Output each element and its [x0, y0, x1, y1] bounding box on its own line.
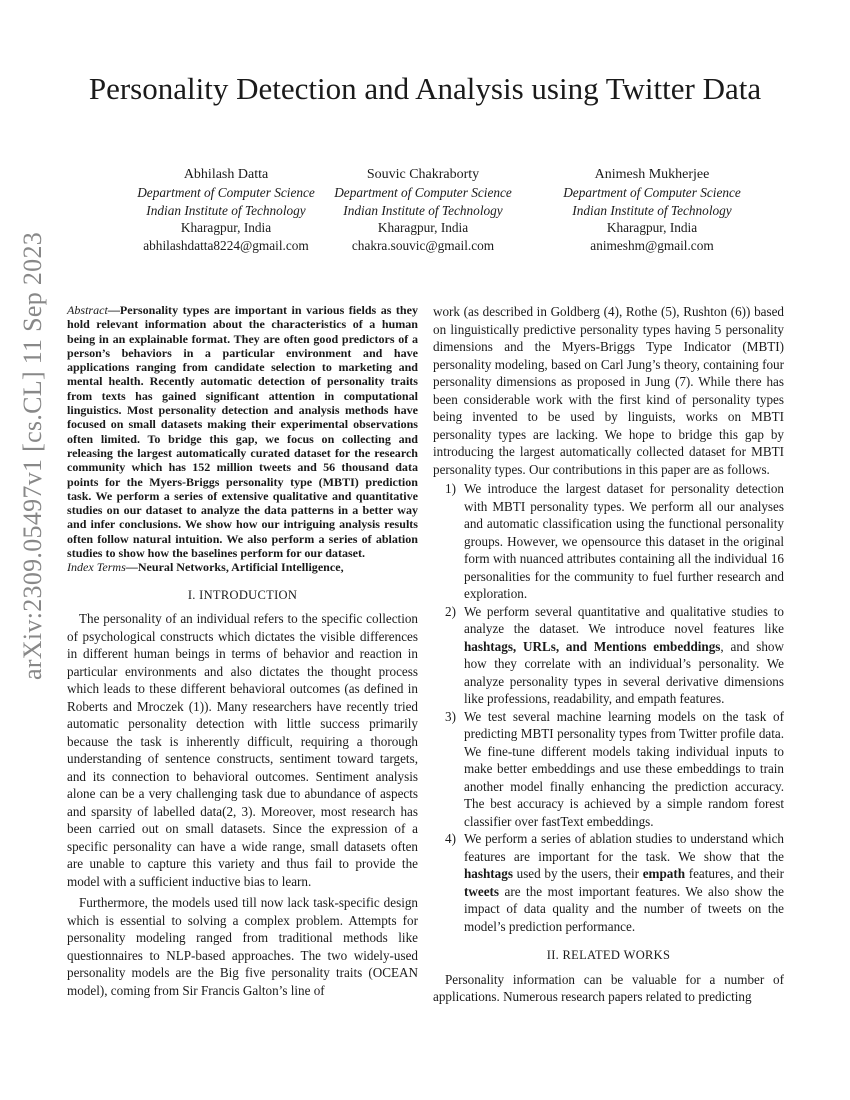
related-paragraph: Personality information can be valuable for a number of applications. Numerous research papers related to predicting — [433, 971, 784, 1004]
abstract-label: Abstract — [67, 303, 108, 317]
list-text: features, and their — [685, 866, 784, 881]
author-name: Abhilash Datta — [183, 167, 269, 182]
list-text: , and show how they correlate with an individual’s personality. We analyze personality types in several derivative dimensions like professions, readability, and empath features. — [464, 638, 784, 706]
section-title-part: ELATED — [571, 948, 624, 962]
abstract — [67, 303, 418, 560]
index-terms — [67, 560, 418, 574]
author-location: Kharagpur, India — [606, 220, 698, 236]
author-location: Kharagpur, India — [180, 220, 272, 236]
section-number: I. — [187, 587, 196, 602]
section-title-initial: W — [623, 948, 636, 962]
list-text: We perform several quantitative and qualitative studies to analyze the dataset. We introduce novel features like — [464, 603, 784, 636]
list-item — [433, 830, 784, 935]
author-location: Kharagpur, India — [377, 220, 469, 236]
author-email: chakra.souvic@gmail.com — [351, 237, 495, 253]
section-number: II. — [546, 948, 560, 962]
section-title-rest: NTRODUCTION — [203, 587, 298, 602]
author-institution: Indian Institute of Technology — [146, 202, 306, 218]
section-title-initial: R — [562, 948, 572, 962]
author-institution: Indian Institute of Technology — [343, 202, 503, 218]
abstract-text: —Personality types are important in various fields as they hold relevant information about the characteristics of a human being in an explainable format. They are often good predictors of a person’s behaviors in a particular environment and have applications ranging from candidate selection to marketing and mental health. Recently automatic detection of personality traits from texts has gained significant attention in computational linguistics. Most personality detection and analysis methods have focused on small datasets making their experimental observations often limited. To bridge this gap, we focus on collecting and releasing the largest automatically curated dataset for the research community which has 152 million tweets and 56 thousand data points for the Myers-Briggs personality type (MBTI) prediction task. We perform a series of extensive qualitative and quantitative studies on our dataset to analyze the data patterns in a better way and infer conclusions. We show how our intriguing analysis results often follow natural intuition. We also perform a series of ablation studies to show how the baselines perform for our dataset. — [67, 303, 418, 561]
list-item — [433, 603, 784, 708]
list-number: 4) — [445, 831, 456, 846]
section-heading-introduction — [67, 587, 418, 605]
contributions-list — [433, 480, 784, 935]
list-item — [433, 480, 784, 603]
intro-paragraph: The personality of an individual refers to the specific collection of psychological constructs which dictates the visible differences in different human beings in terms of behavior and reaction in particular environments and also dictates the thought process which leads to these different behavioral outcomes (as defined in Roberts and Mroczek (1)). Many researchers have recently tried automatic personality detection with little success primarily because the task is inherently difficult, requiring a thorough understanding of sentence constructs, sentiment toward targets, and its connection to behavioral outcomes. Sentiment analysis alone can be a very challenging task due to abundance of aspects and sparsity of labelled data(2, 3). Moreover, most research has been carried out on small datasets. Since the expression of a specific personality can have a wide range, small datasets often are unable to capture this variety and thus fail to provide the model with a sufficient inductive bias to learn. — [67, 611, 418, 889]
intro-paragraph-continued: work (as described in Goldberg (4), Rothe (5), Rushton (6)) based on linguistically predictive personality types having 5 personality dimensions and the Myers-Briggs Type Indicator (MBTI) personality modeling, based on Carl Jung’s theory, containing four personality dimensions as proposed in Jung (7). While there has been considerable work with the first kind of personality types being invented to be used by linguists, works on MBTI personality types are lacking. We hope to bridge this gap by introducing the largest automatically collected dataset for MBTI personality types. Our contributions in this paper are as follows. — [433, 304, 784, 477]
section-title-initial: I — [199, 587, 204, 602]
list-text: are the most important features. We also show the impact of data quality and the number of tweets on the model’s prediction performance. — [464, 883, 784, 934]
list-text: We test several machine learning models on the task of predicting MBTI personality types from Twitter profile data. We fine-tune different models taking individual inputs to make better embeddings and use these embeddings to train another model finally enhancing the prediction accuracy. The best accuracy is achieved by a simple random forest classifier over fastText embeddings. — [464, 708, 784, 829]
author-block — [532, 166, 772, 254]
author-department: Department of Computer Science — [563, 185, 741, 201]
right-column — [433, 303, 784, 1006]
paper-title: Personality Detection and Analysis using Twitter Data — [88, 71, 762, 106]
list-number: 2) — [445, 603, 456, 619]
list-bold-text: tweets — [464, 883, 500, 899]
author-name: Animesh Mukherjee — [594, 167, 710, 182]
list-text: We perform a series of ablation studies to understand which features are important for the task. We show that the — [464, 831, 784, 864]
intro-paragraph: Furthermore, the models used till now lack task-specific design which is essential to solving a complex problem. Attempts for personality modeling ranged from traditional methods like questionnaires to NLP-based approaches. The two widely-used personality models are the Big five personality traits (OCEAN model), coming from Sir Francis Galton’s line of — [67, 895, 418, 998]
index-terms-label: Index Terms — [67, 560, 126, 575]
list-bold-text: empath — [642, 866, 686, 881]
section-heading-related-works — [433, 947, 784, 965]
author-email: animeshm@gmail.com — [590, 237, 714, 253]
author-department: Department of Computer Science — [334, 185, 512, 201]
list-text: We introduce the largest dataset for personality detection with MBTI personality types. We perform all our analyses and automatic classification using the functional personality groups. However, we opensource this dataset in the original form with nuanced attributes containing all the individual 16 personalities for the community to fuel further research and exploration. — [464, 481, 784, 601]
author-institution: Indian Institute of Technology — [572, 202, 732, 218]
list-item — [433, 708, 784, 831]
author-department: Department of Computer Science — [137, 185, 315, 201]
left-column — [67, 303, 418, 999]
arxiv-identifier[interactable]: arXiv:2309.05497v1 [cs.CL] 11 Sep 2023 — [18, 231, 47, 680]
list-number: 3) — [445, 708, 456, 724]
author-block — [303, 166, 543, 254]
section-title-rest: ORKS — [635, 948, 671, 962]
list-bold-text: hashtags — [464, 866, 513, 881]
list-bold-text: hashtags, URLs, and Mentions embeddings — [464, 638, 721, 654]
index-terms-text: —Neural Networks, Artificial Intelligence, — [125, 560, 344, 575]
author-email: abhilashdatta8224@gmail.com — [143, 237, 309, 253]
author-name: Souvic Chakraborty — [366, 167, 480, 182]
list-text: used by the users, their — [512, 866, 643, 881]
list-number: 1) — [445, 481, 456, 496]
